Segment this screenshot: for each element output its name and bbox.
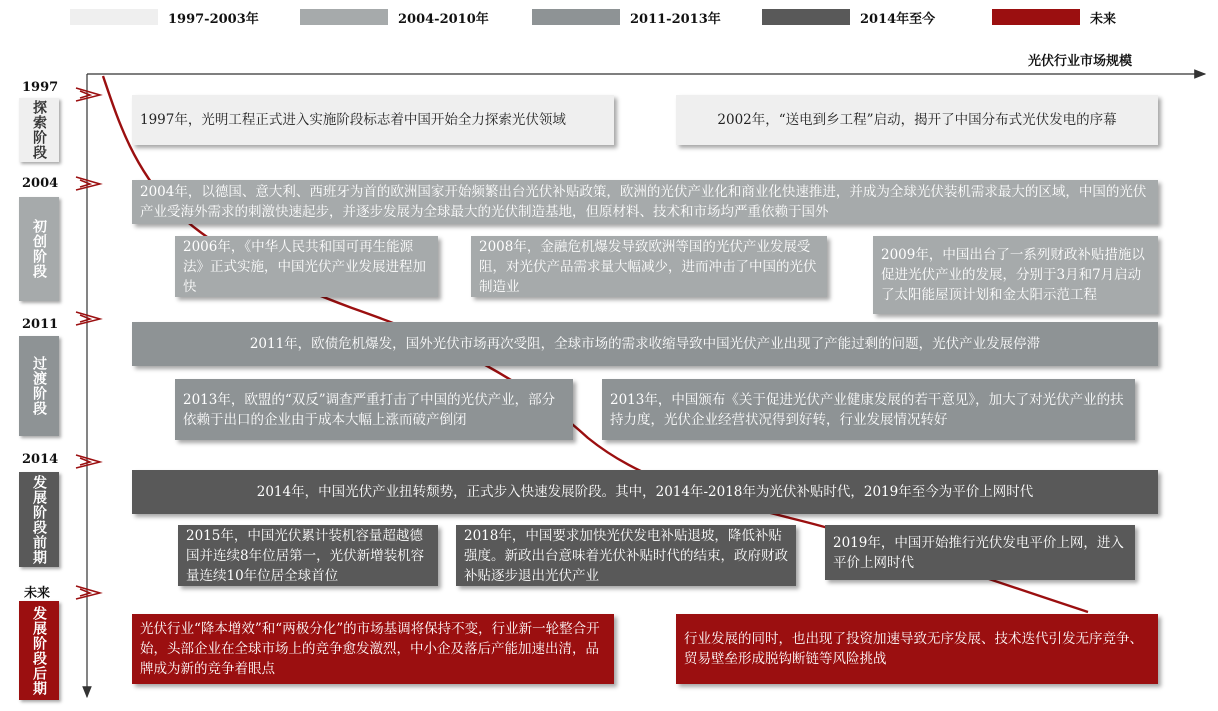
event-2019: 2019年，中国开始推行光伏发电平价上网，进入平价上网时代 <box>825 525 1135 580</box>
stage-name: 探索阶段 <box>31 100 47 160</box>
stage-box-explore <box>19 98 59 162</box>
future-outlook-1: 光伏行业“降本增效”和“两极分化”的市场基调将保持不变，行业新一轮整合开始，头部企业在全球市场上的竞争愈发激烈，中小企及落后产能加速出清，品牌成为新的竞争着眼点 <box>132 614 614 684</box>
year-label-future: 未来 <box>24 586 51 601</box>
legend-label: 2014年至今 <box>860 11 936 27</box>
event-2014: 2014年，中国光伏产业扭转颓势，正式步入快速发展阶段。其中，2014年-2018年为光伏补贴时代，2019年至今为平价上网时代 <box>132 470 1158 514</box>
event-2013-antidumping: 2013年，欧盟的“双反”调查严重打击了中国的光伏产业，部分依赖于出口的企业由于成本大幅上涨而破产倒闭 <box>175 379 573 440</box>
event-2018: 2018年，中国要求加快光伏发电补贴退坡，降低补贴强度。新政出台意味着光伏补贴时代的结束，政府财政补贴逐步退出光伏产业 <box>456 525 796 586</box>
legend-label: 2004-2010年 <box>398 11 489 27</box>
legend-label: 1997-2003年 <box>168 11 259 27</box>
marker-2004 <box>76 177 100 190</box>
stage-markers <box>76 88 100 599</box>
marker-2011 <box>76 312 100 325</box>
x-axis-title: 光伏行业市场规模 <box>1028 54 1133 69</box>
event-2006: 2006年，《中华人民共和国可再生能源法》正式实施，中国光伏产业发展进程加快 <box>175 236 438 297</box>
event-2004: 2004年，以德国、意大利、西班牙为首的欧洲国家开始频繁出台光伏补贴政策，欧洲的光伏产业化和商业化快速推进，并成为全球光伏装机需求最大的区域，中国的光伏产业受海外需求的刺激快速起步，并逐步发展为全球最大的光伏制造基地，但原材料、技术和市场均严重依赖于国外 <box>132 180 1158 224</box>
legend-label: 未来 <box>1090 11 1117 27</box>
stage-box-late-development <box>19 601 59 700</box>
stage-box-transition <box>19 336 59 436</box>
stage-name: 过渡阶段 <box>31 356 47 416</box>
year-label-1997: 1997 <box>22 80 59 95</box>
event-2009: 2009年，中国出台了一系列财政补贴措施以促进光伏产业的发展，分别于3月和7月启动了太阳能屋顶计划和金太阳示范工程 <box>873 236 1158 314</box>
stage-box-startup <box>19 197 59 301</box>
marker-1997 <box>76 88 100 101</box>
year-label-2004: 2004 <box>22 176 59 191</box>
stage-name: 发展阶段前期 <box>31 474 47 565</box>
stage-name: 发展阶段后期 <box>31 605 47 696</box>
year-label-2014: 2014 <box>22 452 59 467</box>
event-2015: 2015年，中国光伏累计装机容量超越德国并连续8年位居第一，光伏新增装机容量连续10年位居全球首位 <box>178 525 438 586</box>
year-label-2011: 2011 <box>22 317 59 332</box>
event-2013-policy: 2013年，中国颁布《关于促进光伏产业健康发展的若干意见》，加大了对光伏产业的扶持力度，光伏企业经营状况得到好转，行业发展情况转好 <box>602 379 1135 440</box>
event-2011: 2011年，欧债危机爆发，国外光伏市场再次受阻，全球市场的需求收缩导致中国光伏产业出现了产能过剩的问题，光伏产业发展停滞 <box>132 322 1158 366</box>
future-outlook-2: 行业发展的同时，也出现了投资加速导致无序发展、技术迭代引发无序竞争、贸易壁垒形成脱钩断链等风险挑战 <box>676 614 1158 684</box>
marker-future <box>76 586 100 599</box>
marker-2014 <box>76 455 100 468</box>
legend-label: 2011-2013年 <box>630 11 721 27</box>
stage-box-early-development <box>19 472 59 567</box>
event-1997: 1997年，光明工程正式进入实施阶段标志着中国开始全力探索光伏领域 <box>132 95 614 145</box>
event-2002: 2002年，“送电到乡工程”启动，揭开了中国分布式光伏发电的序幕 <box>676 95 1158 145</box>
event-2008: 2008年，金融危机爆发导致欧洲等国的光伏产业发展受阻，对光伏产品需求量大幅减少，进而冲击了中国的光伏制造业 <box>471 236 827 297</box>
stage-name: 初创阶段 <box>31 219 47 279</box>
